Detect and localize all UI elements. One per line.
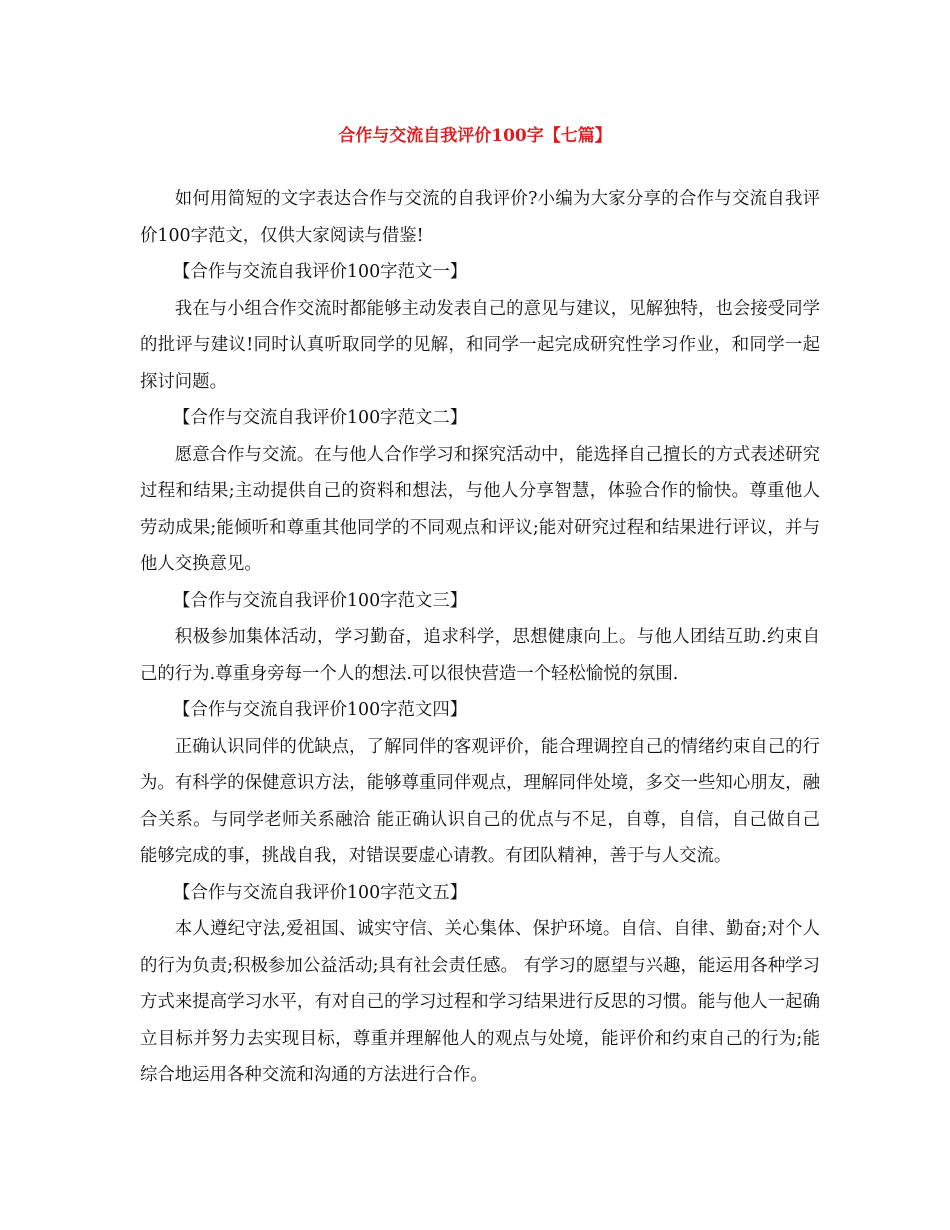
section-paragraph-4: 正确认识同伴的优缺点，了解同伴的客观评价，能合理调控自己的情绪约束自己的行为。有科学的保健意识方法，能够尊重同伴观点，理解同伴处境，多交一些知心朋友，融合关系。与同学老师关系融洽 能正确认识自己的优点与不足，自尊，自信，自己做自己能够完成的事，挑战自我，对错误要虚心请教。有团队精神，善于与人交流。 [140,736,820,866]
section-paragraph-2: 愿意合作与交流。在与他人合作学习和探究活动中，能选择自己擅长的方式表述研究过程和结果;主动提供自己的资料和想法，与他人分享智慧，体验合作的愉快。尊重他人劳动成果;能倾听和尊重其他同学的不同观点和评议;能对研究过程和结果进行评议，并与他人交换意见。 [140,444,820,574]
section-heading-1: 【合作与交流自我评价100字范文一】 [173,262,468,282]
section-heading-5: 【合作与交流自我评价100字范文五】 [173,882,468,903]
section-heading-2: 【合作与交流自我评价100字范文二】 [173,408,468,428]
section-heading-3: 【合作与交流自我评价100字范文三】 [173,590,468,611]
document-body [140,181,820,1094]
section-paragraph-5: 本人遵纪守法,爱祖国、诚实守信、关心集体、保护环境。自信、自律、勤奋;对个人的行为负责;积极参加公益活动;具有社会责任感。 有学习的愿望与兴趣，能运用各种学习方式来提高学习水平，有对自己的学习过程和学习结果进行反思的习惯。能与他人一起确立目标并努力去实现目标，尊重并理解他人的观点与处境，能评价和约束自己的行为;能综合地运用各种交流和沟通的方法进行合作。 [140,919,820,1085]
section-paragraph-1: 我在与小组合作交流时都能够主动发表自己的意见与建议，见解独特，也会接受同学的批评与建议!同时认真听取同学的见解，和同学一起完成研究性学习作业，和同学一起探讨问题。 [140,298,820,392]
section-paragraph-3: 积极参加集体活动，学习勤奋，追求科学，思想健康向上。与他人团结互助.约束自己的行为.尊重身旁每一个人的想法.可以很快营造一个轻松愉悦的氛围. [140,627,820,684]
intro-paragraph: 如何用简短的文字表达合作与交流的自我评价?小编为大家分享的合作与交流自我评价100字范文，仅供大家阅读与借鉴! [140,189,820,246]
section-heading-4: 【合作与交流自我评价100字范文四】 [173,700,468,720]
document-title: 合作与交流自我评价100字【七篇】 [338,126,612,146]
